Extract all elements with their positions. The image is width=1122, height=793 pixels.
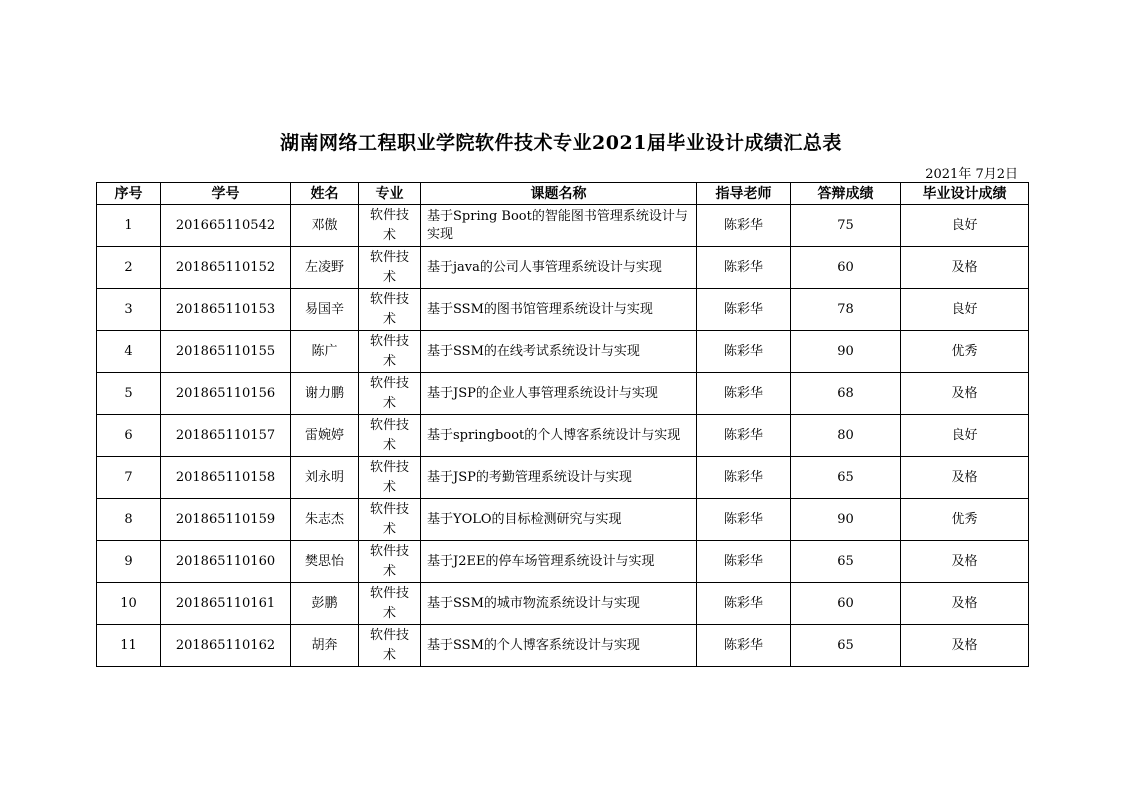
cell-topic: 基于java的公司人事管理系统设计与实现: [421, 247, 697, 289]
cell-defense-score: 90: [791, 499, 901, 541]
cell-major: 软件技术: [359, 247, 421, 289]
cell-defense-score: 65: [791, 541, 901, 583]
table-header-row: [97, 183, 1029, 205]
cell-advisor: 陈彩华: [697, 499, 791, 541]
cell-index: 11: [97, 625, 161, 667]
cell-index: 5: [97, 373, 161, 415]
cell-name: 胡奔: [291, 625, 359, 667]
cell-name: 邓傲: [291, 205, 359, 247]
cell-advisor: 陈彩华: [697, 625, 791, 667]
cell-major: 软件技术: [359, 331, 421, 373]
table-row: [97, 373, 1029, 415]
table-row: [97, 331, 1029, 373]
cell-major: 软件技术: [359, 415, 421, 457]
cell-student-id: 201865110157: [161, 415, 291, 457]
cell-index: 4: [97, 331, 161, 373]
cell-advisor: 陈彩华: [697, 205, 791, 247]
cell-student-id: 201865110158: [161, 457, 291, 499]
table-row: [97, 247, 1029, 289]
cell-major: 软件技术: [359, 541, 421, 583]
cell-major: 软件技术: [359, 625, 421, 667]
cell-topic: 基于JSP的企业人事管理系统设计与实现: [421, 373, 697, 415]
cell-topic: 基于J2EE的停车场管理系统设计与实现: [421, 541, 697, 583]
cell-name: 朱志杰: [291, 499, 359, 541]
table-row: [97, 583, 1029, 625]
cell-advisor: 陈彩华: [697, 331, 791, 373]
table-row: [97, 289, 1029, 331]
cell-defense-score: 65: [791, 457, 901, 499]
cell-final-grade: 及格: [901, 457, 1029, 499]
table-row: [97, 457, 1029, 499]
cell-advisor: 陈彩华: [697, 541, 791, 583]
table-row: [97, 415, 1029, 457]
cell-topic: 基于SSM的在线考试系统设计与实现: [421, 331, 697, 373]
cell-name: 易国辛: [291, 289, 359, 331]
cell-advisor: 陈彩华: [697, 583, 791, 625]
cell-defense-score: 75: [791, 205, 901, 247]
cell-advisor: 陈彩华: [697, 289, 791, 331]
cell-defense-score: 78: [791, 289, 901, 331]
cell-final-grade: 及格: [901, 373, 1029, 415]
document-title: 湖南网络工程职业学院软件技术专业2021届毕业设计成绩汇总表: [280, 132, 842, 154]
cell-topic: 基于SSM的图书馆管理系统设计与实现: [421, 289, 697, 331]
cell-final-grade: 及格: [901, 541, 1029, 583]
cell-major: 软件技术: [359, 583, 421, 625]
header-final-grade: 毕业设计成绩: [901, 183, 1029, 205]
cell-student-id: 201865110160: [161, 541, 291, 583]
cell-final-grade: 良好: [901, 289, 1029, 331]
cell-topic: 基于SSM的个人博客系统设计与实现: [421, 625, 697, 667]
cell-student-id: 201865110155: [161, 331, 291, 373]
cell-defense-score: 60: [791, 583, 901, 625]
cell-topic: 基于YOLO的目标检测研究与实现: [421, 499, 697, 541]
cell-final-grade: 良好: [901, 205, 1029, 247]
cell-final-grade: 优秀: [901, 499, 1029, 541]
cell-name: 左凌野: [291, 247, 359, 289]
cell-advisor: 陈彩华: [697, 373, 791, 415]
cell-advisor: 陈彩华: [697, 457, 791, 499]
cell-student-id: 201865110156: [161, 373, 291, 415]
cell-student-id: 201865110159: [161, 499, 291, 541]
header-name: 姓名: [291, 183, 359, 205]
cell-student-id: 201865110162: [161, 625, 291, 667]
cell-final-grade: 及格: [901, 583, 1029, 625]
cell-final-grade: 及格: [901, 625, 1029, 667]
cell-index: 7: [97, 457, 161, 499]
cell-final-grade: 良好: [901, 415, 1029, 457]
cell-major: 软件技术: [359, 457, 421, 499]
table-row: [97, 499, 1029, 541]
cell-student-id: 201865110152: [161, 247, 291, 289]
cell-name: 彭鹏: [291, 583, 359, 625]
cell-major: 软件技术: [359, 499, 421, 541]
cell-topic: 基于JSP的考勤管理系统设计与实现: [421, 457, 697, 499]
cell-index: 6: [97, 415, 161, 457]
cell-defense-score: 65: [791, 625, 901, 667]
cell-index: 10: [97, 583, 161, 625]
cell-major: 软件技术: [359, 205, 421, 247]
cell-defense-score: 90: [791, 331, 901, 373]
cell-index: 2: [97, 247, 161, 289]
table-row: [97, 541, 1029, 583]
cell-advisor: 陈彩华: [697, 415, 791, 457]
cell-major: 软件技术: [359, 289, 421, 331]
cell-index: 3: [97, 289, 161, 331]
header-student-id: 学号: [161, 183, 291, 205]
document-date: 2021年 7月2日: [925, 167, 1018, 182]
cell-name: 谢力鹏: [291, 373, 359, 415]
cell-defense-score: 60: [791, 247, 901, 289]
cell-student-id: 201665110542: [161, 205, 291, 247]
cell-index: 9: [97, 541, 161, 583]
header-advisor: 指导老师: [697, 183, 791, 205]
cell-advisor: 陈彩华: [697, 247, 791, 289]
cell-name: 雷婉婷: [291, 415, 359, 457]
cell-index: 1: [97, 205, 161, 247]
header-major: 专业: [359, 183, 421, 205]
grades-table: [96, 182, 1029, 667]
cell-major: 软件技术: [359, 373, 421, 415]
cell-student-id: 201865110153: [161, 289, 291, 331]
header-index: 序号: [97, 183, 161, 205]
cell-name: 陈广: [291, 331, 359, 373]
cell-student-id: 201865110161: [161, 583, 291, 625]
cell-index: 8: [97, 499, 161, 541]
cell-topic: 基于springboot的个人博客系统设计与实现: [421, 415, 697, 457]
header-defense-score: 答辩成绩: [791, 183, 901, 205]
cell-defense-score: 68: [791, 373, 901, 415]
cell-name: 樊思怡: [291, 541, 359, 583]
cell-defense-score: 80: [791, 415, 901, 457]
cell-topic: 基于Spring Boot的智能图书管理系统设计与实现: [421, 205, 697, 247]
cell-final-grade: 优秀: [901, 331, 1029, 373]
table-row: [97, 205, 1029, 247]
cell-topic: 基于SSM的城市物流系统设计与实现: [421, 583, 697, 625]
header-topic: 课题名称: [421, 183, 697, 205]
table-row: [97, 625, 1029, 667]
cell-final-grade: 及格: [901, 247, 1029, 289]
cell-name: 刘永明: [291, 457, 359, 499]
